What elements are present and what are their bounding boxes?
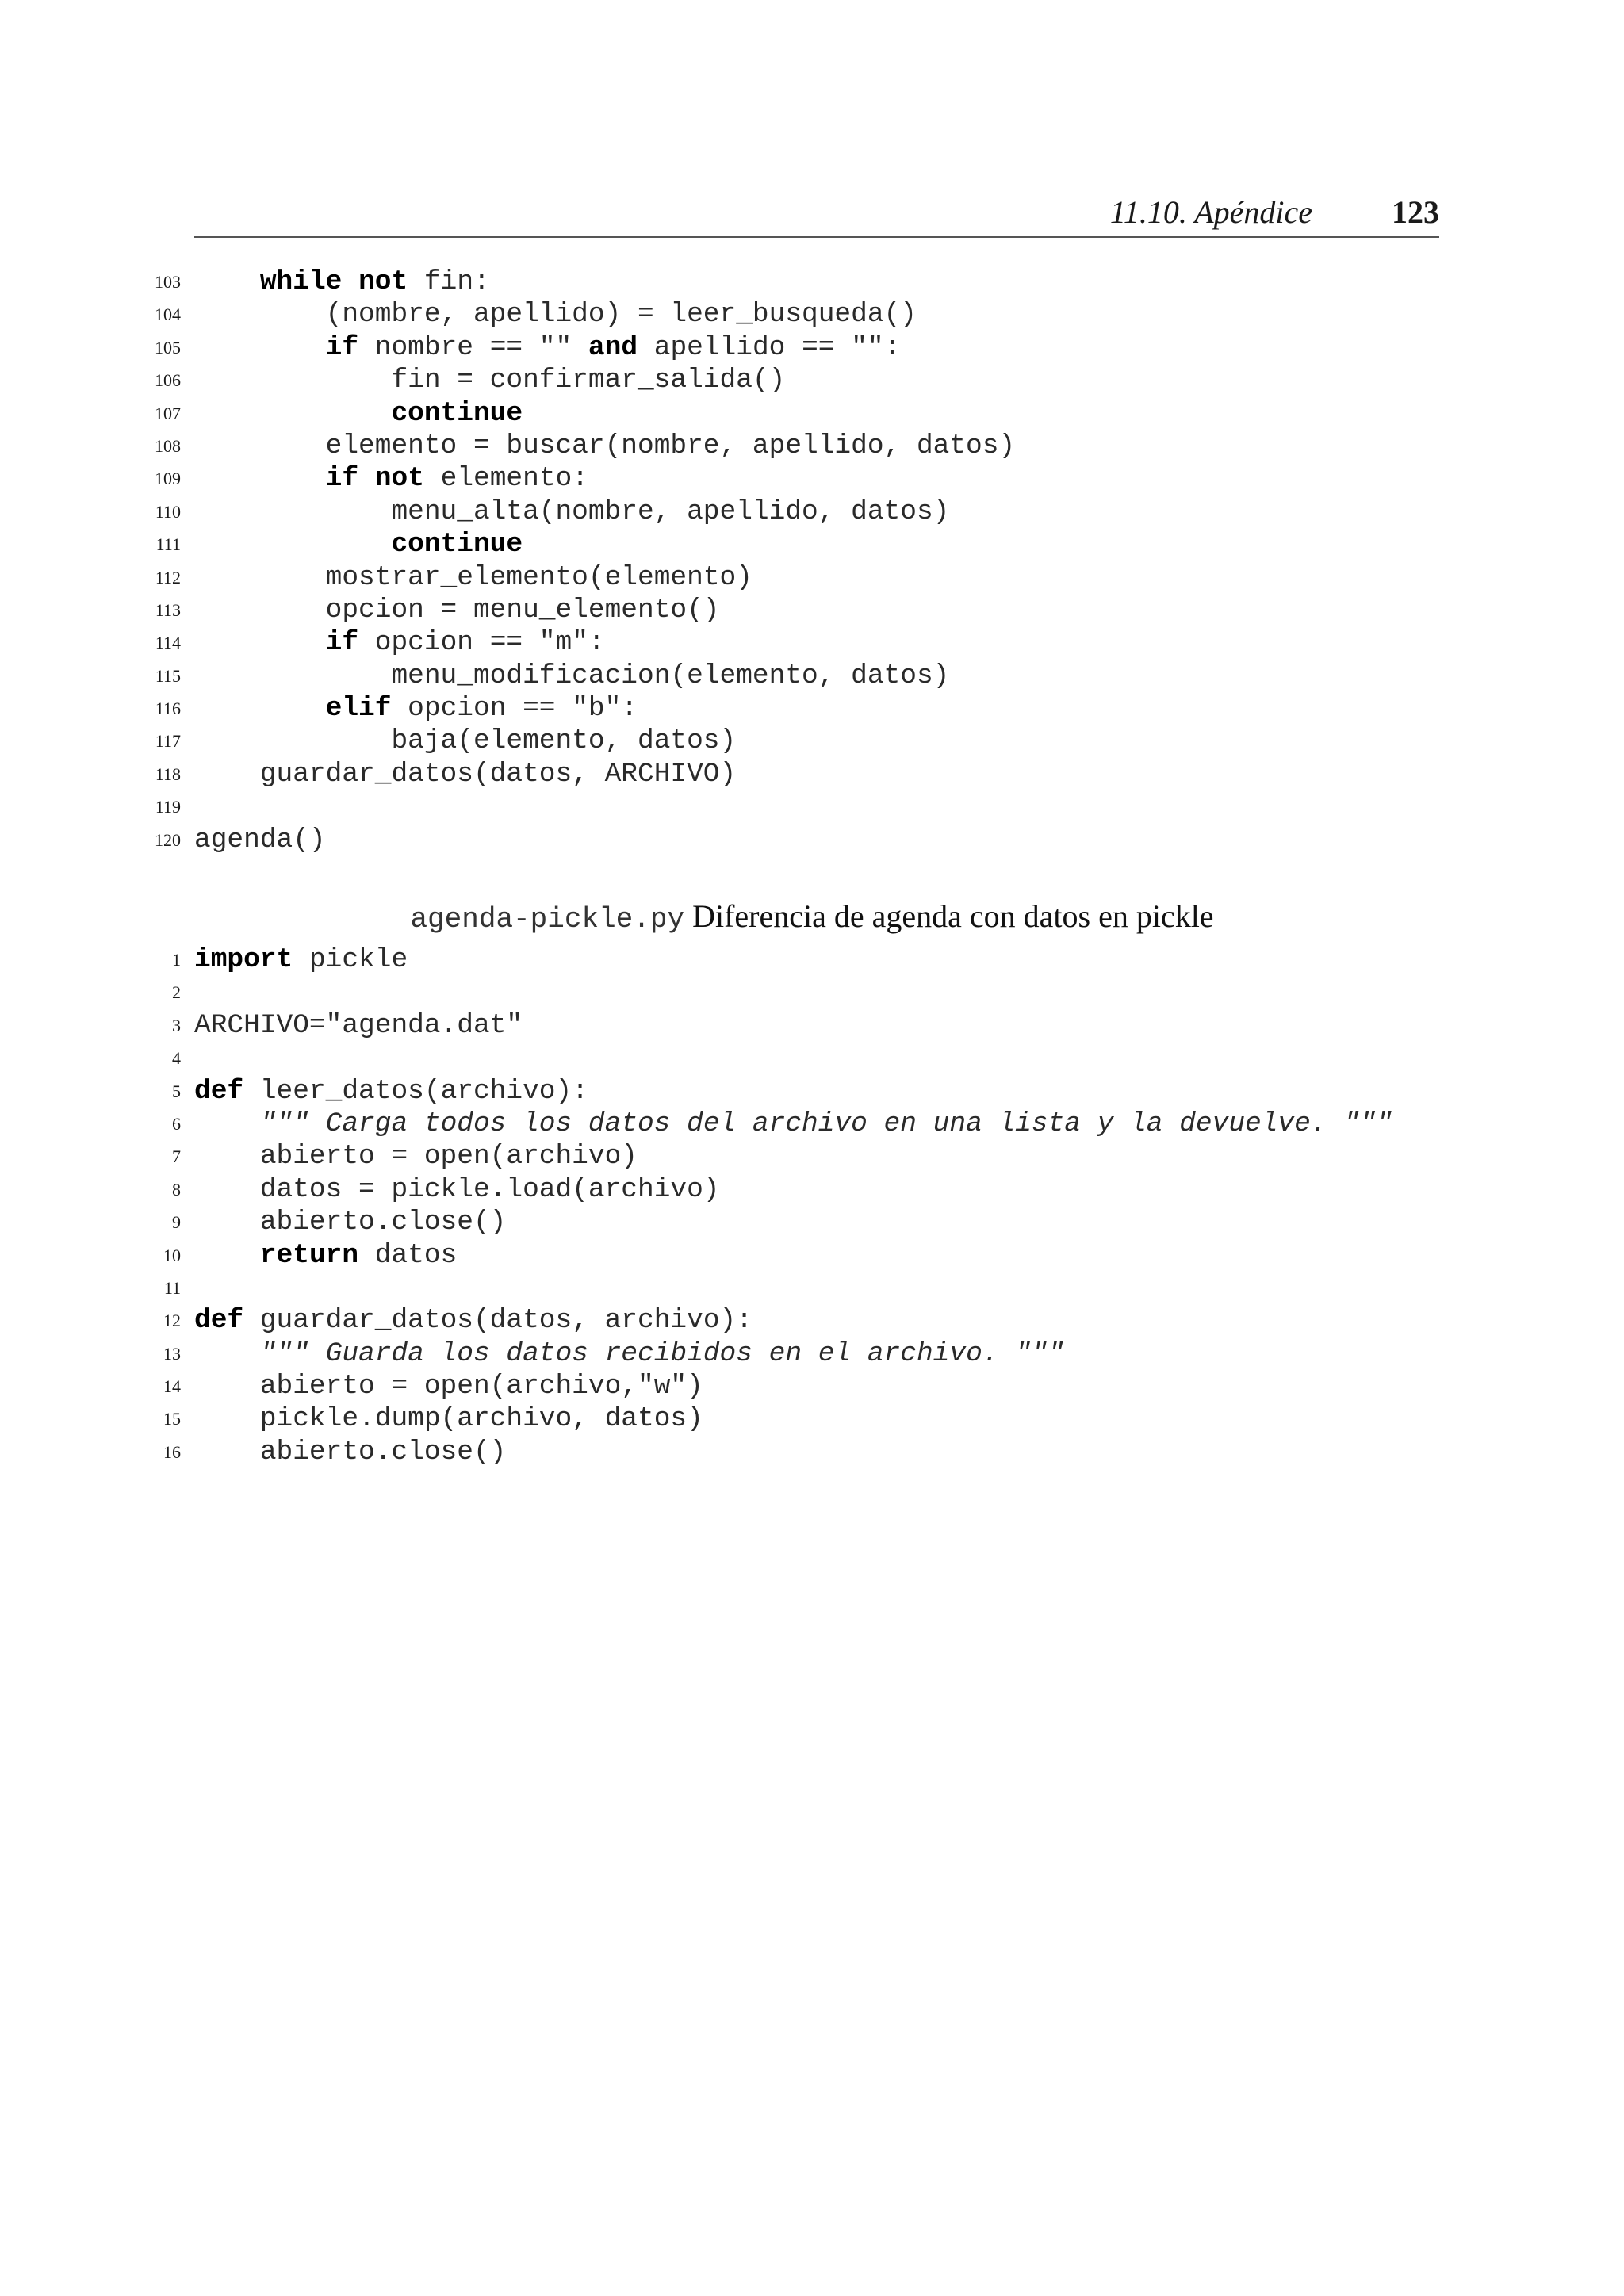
code-line xyxy=(0,1042,1624,1074)
code-line xyxy=(0,1173,1624,1206)
docstring: """ Guarda los datos recibidos en el archivo. """ xyxy=(259,1337,1065,1369)
code-token: leer_datos(archivo): xyxy=(243,1075,588,1107)
code-line xyxy=(0,397,1624,430)
code-line xyxy=(0,364,1624,396)
line-number: 107 xyxy=(155,403,181,423)
code-text xyxy=(194,1206,506,1238)
line-number: 4 xyxy=(172,1048,181,1069)
code-line xyxy=(0,1206,1624,1238)
code-line xyxy=(0,943,1624,976)
code-text xyxy=(194,397,523,430)
code-text xyxy=(194,1304,753,1337)
line-number: 118 xyxy=(155,763,181,784)
code-text xyxy=(194,496,949,528)
code-text xyxy=(194,692,638,725)
code-token: elemento: xyxy=(423,463,588,495)
code-text xyxy=(194,758,736,790)
code-token: opcion == "m": xyxy=(358,627,605,659)
line-number: 119 xyxy=(155,797,181,817)
line-number: 13 xyxy=(163,1343,181,1364)
line-number: 14 xyxy=(163,1376,181,1397)
code-token: mostrar_elemento(elemento) xyxy=(194,561,753,593)
code-token xyxy=(194,266,260,297)
code-line xyxy=(0,976,1624,1008)
keyword: return xyxy=(259,1239,359,1271)
line-number: 6 xyxy=(172,1113,181,1134)
code-token: nombre == "" xyxy=(358,331,588,363)
line-number: 10 xyxy=(163,1245,181,1265)
listing-caption xyxy=(0,897,1624,936)
code-token: opcion == "b": xyxy=(391,693,638,725)
line-number: 114 xyxy=(155,633,181,653)
code-listing-agenda xyxy=(0,266,1624,856)
code-line xyxy=(0,1140,1624,1173)
line-number: 112 xyxy=(155,567,181,587)
keyword: continue xyxy=(391,529,523,561)
code-text xyxy=(194,1009,523,1042)
line-number: 117 xyxy=(155,731,181,752)
caption-text: Diferencia de agenda con datos en pickle xyxy=(684,898,1214,934)
code-token xyxy=(194,529,391,560)
code-line xyxy=(0,594,1624,626)
code-line xyxy=(0,1009,1624,1042)
keyword: def xyxy=(194,1305,244,1337)
keyword: if xyxy=(325,331,359,363)
code-line xyxy=(0,1272,1624,1304)
code-token xyxy=(194,332,326,363)
code-line xyxy=(0,528,1624,561)
line-number: 15 xyxy=(163,1409,181,1429)
code-text xyxy=(194,1108,1392,1140)
code-token: apellido == "": xyxy=(638,331,901,363)
line-number: 120 xyxy=(155,829,181,850)
line-number: 11 xyxy=(163,1277,181,1298)
keyword: while xyxy=(259,266,343,297)
code-line xyxy=(0,758,1624,790)
code-token: opcion = menu_elemento() xyxy=(194,594,720,626)
code-token xyxy=(194,1338,260,1369)
code-token: abierto = open(archivo,"w") xyxy=(194,1371,703,1402)
keyword: not xyxy=(374,463,424,495)
code-line xyxy=(0,725,1624,757)
code-token: datos = pickle.load(archivo) xyxy=(194,1173,720,1205)
code-line xyxy=(0,790,1624,823)
keyword: import xyxy=(194,944,293,975)
code-token: menu_modificacion(elemento, datos) xyxy=(194,660,950,691)
line-number: 5 xyxy=(172,1081,181,1101)
code-line xyxy=(0,1239,1624,1272)
code-text xyxy=(194,462,588,495)
code-text xyxy=(194,266,490,298)
line-number: 111 xyxy=(155,534,181,555)
code-line xyxy=(0,692,1624,725)
code-text xyxy=(194,1402,703,1435)
code-text xyxy=(194,626,605,659)
code-text xyxy=(194,725,736,757)
code-text xyxy=(194,1370,703,1402)
line-number: 2 xyxy=(172,982,181,1003)
code-token: fin = confirmar_salida() xyxy=(194,365,786,396)
keyword: if xyxy=(325,627,359,659)
code-text xyxy=(194,430,1015,462)
code-line xyxy=(0,1436,1624,1468)
code-token: fin: xyxy=(408,266,490,297)
code-line xyxy=(0,1108,1624,1140)
code-text xyxy=(194,824,326,856)
code-text xyxy=(194,1173,720,1206)
code-line xyxy=(0,824,1624,856)
code-token: pickle xyxy=(293,944,408,975)
code-text xyxy=(194,331,900,364)
code-text xyxy=(194,1239,457,1272)
line-number: 16 xyxy=(163,1441,181,1462)
code-token xyxy=(194,693,326,724)
code-text xyxy=(194,1075,588,1108)
line-number: 113 xyxy=(155,599,181,620)
line-number: 105 xyxy=(155,337,181,358)
page-number: 123 xyxy=(1392,194,1439,230)
keyword: continue xyxy=(391,397,523,429)
code-text xyxy=(194,594,720,626)
code-text xyxy=(194,561,753,594)
line-number: 106 xyxy=(155,370,181,391)
code-line xyxy=(0,1304,1624,1337)
code-token xyxy=(194,1240,260,1271)
code-token: guardar_datos(datos, archivo): xyxy=(243,1305,753,1337)
line-number: 108 xyxy=(155,435,181,456)
line-number: 7 xyxy=(172,1146,181,1167)
code-token: menu_alta(nombre, apellido, datos) xyxy=(194,496,950,527)
code-text xyxy=(194,660,949,692)
code-line xyxy=(0,462,1624,495)
code-token xyxy=(342,266,358,297)
code-line xyxy=(0,1337,1624,1370)
code-token: (nombre, apellido) = leer_busqueda() xyxy=(194,299,917,331)
keyword: not xyxy=(358,266,408,297)
code-line xyxy=(0,626,1624,659)
code-token: ARCHIVO="agenda.dat" xyxy=(194,1009,523,1041)
line-number: 12 xyxy=(163,1311,181,1331)
code-token xyxy=(358,463,375,494)
code-line xyxy=(0,561,1624,594)
code-line xyxy=(0,1075,1624,1108)
code-token: guardar_datos(datos, ARCHIVO) xyxy=(194,758,737,790)
line-number: 109 xyxy=(155,469,181,489)
line-number: 116 xyxy=(155,698,181,719)
keyword: def xyxy=(194,1075,244,1107)
code-text xyxy=(194,1337,1064,1370)
code-token: pickle.dump(archivo, datos) xyxy=(194,1403,703,1435)
docstring: """ Carga todos los datos del archivo en una lista y la devuelve. """ xyxy=(259,1108,1393,1139)
code-token: elemento = buscar(nombre, apellido, datos) xyxy=(194,430,1016,461)
line-number: 1 xyxy=(172,950,181,970)
code-text xyxy=(194,298,917,331)
code-line xyxy=(0,266,1624,298)
code-line xyxy=(0,430,1624,462)
code-token: abierto.close() xyxy=(194,1207,507,1238)
code-text xyxy=(194,364,785,396)
code-line xyxy=(0,298,1624,331)
code-token: baja(elemento, datos) xyxy=(194,725,737,757)
section-title: 11.10. Apéndice xyxy=(1109,194,1312,230)
code-line xyxy=(0,1402,1624,1435)
keyword: and xyxy=(588,331,638,363)
code-listing-agenda-pickle xyxy=(0,943,1624,1468)
code-token xyxy=(194,398,391,429)
keyword: elif xyxy=(325,693,392,725)
line-number: 103 xyxy=(155,272,181,292)
line-number: 115 xyxy=(155,665,181,686)
code-token xyxy=(194,463,326,494)
code-token: abierto = open(archivo) xyxy=(194,1141,638,1173)
caption-filename: agenda-pickle.py xyxy=(410,903,685,936)
line-number: 9 xyxy=(172,1212,181,1233)
code-text xyxy=(194,1140,638,1173)
line-number: 8 xyxy=(172,1179,181,1200)
code-text xyxy=(194,1436,506,1468)
code-token: abierto.close() xyxy=(194,1436,507,1468)
code-line xyxy=(0,660,1624,692)
code-line xyxy=(0,496,1624,528)
keyword: if xyxy=(325,463,359,495)
code-token xyxy=(194,1108,260,1139)
code-line xyxy=(0,331,1624,364)
line-number: 110 xyxy=(155,501,181,522)
line-number: 3 xyxy=(172,1015,181,1035)
code-line xyxy=(0,1370,1624,1402)
code-token: datos xyxy=(358,1239,458,1271)
code-text xyxy=(194,943,408,976)
code-token: agenda() xyxy=(194,824,326,855)
line-number: 104 xyxy=(155,304,181,325)
page-header xyxy=(194,190,1439,238)
code-text xyxy=(194,528,523,561)
code-token xyxy=(194,627,326,658)
